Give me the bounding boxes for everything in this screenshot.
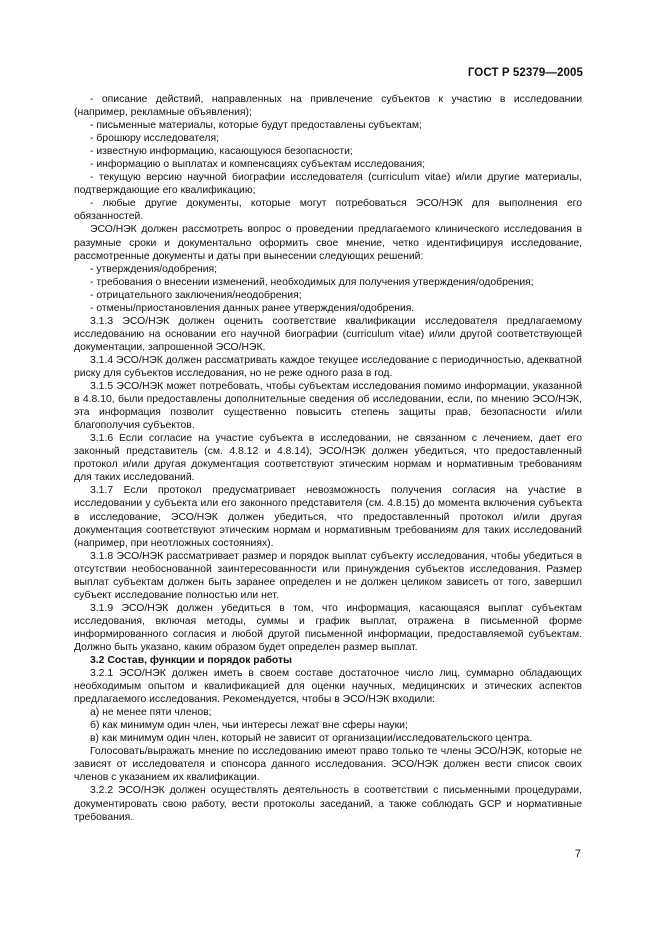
paragraph: - утверждения/одобрения;: [90, 263, 218, 275]
paragraph: 3.1.4 ЭСО/НЭК должен рассматривать каждое текущее исследование с периодичностью, адекватной риску для субъектов исследования, но не реже одного раза в год.: [74, 354, 582, 379]
paragraph: 3.1.8 ЭСО/НЭК рассматривает размер и порядок выплат субъекту исследования, чтобы убедиться в отсутствии необоснованной заинтересованности или принуждения субъектов исследования. Размер выплат субъектам должен быть заранее определен и не должен целиком зависеть от того, завершил субъект исследование полностью или нет.: [74, 550, 582, 601]
paragraph: - брошюру исследователя;: [90, 133, 219, 145]
paragraph: - отрицательного заключения/неодобрения;: [90, 289, 302, 301]
document-body: [74, 93, 582, 824]
paragraph: - описание действий, направленных на привлечение субъектов к участию в исследовании (например, рекламные объявления);: [74, 94, 582, 119]
paragraph: а) не менее пяти членов;: [90, 707, 212, 719]
page-number: 7: [574, 848, 581, 860]
standard-header: ГОСТ Р 52379—2005: [467, 67, 583, 79]
paragraph: 3.2.1 ЭСО/НЭК должен иметь в своем составе достаточное число лиц, суммарно обладающих необходимым опытом и квалификацией для оценки научных, медицинских и этических аспектов предлагаемого исследования. Рекомендуется, чтобы в ЭСО/НЭК входили:: [74, 668, 582, 706]
paragraph: - информацию о выплатах и компенсациях субъектам исследования;: [90, 159, 425, 171]
paragraph: - требования о внесении изменений, необходимых для получения утверждения/одобрения;: [90, 276, 534, 288]
paragraph: 3.1.9 ЭСО/НЭК должен убедиться в том, что информация, касающаяся выплат субъектам исследования, включая методы, суммы и график выплат, отражена в письменной форме информированного согласия и любой другой письменной информации, предоставляемой субъектам. Должно быть указано, каким образом будет определен размер выплат.: [74, 602, 582, 653]
paragraph: 3.2.2 ЭСО/НЭК должен осуществлять деятельность в соответствии с письменными процедурами, документировать свою работу, вести протоколы заседаний, а также соблюдать GCP и нормативные требования.: [74, 785, 582, 823]
paragraph: Голосовать/выражать мнение по исследованию имеют право только те члены ЭСО/НЭК, которые не зависят от исследователя и спонсора данного исследования. ЭСО/НЭК должен вести список своих членов с указанием их квалификации.: [74, 746, 582, 784]
paragraph: 3.1.7 Если протокол предусматривает невозможность получения согласия на участие в исследовании у субъекта или его законного представителя (см. 4.8.15) до момента включения субъекта в исследование, ЭСО/НЭК должен убедиться, что предоставленный протокол и/или другая документация соответствуют этическим нормам и нормативным требованиям для таких исследований (например, при неотложных состояниях).: [74, 485, 582, 549]
paragraph: 3.1.6 Если согласие на участие субъекта в исследовании, не связанном с лечением, дает его законный представитель (см. 4.8.12 и 4.8.14), ЭСО/НЭК должен убедиться, что предоставленный протокол и/или другая документация соответствуют этическим нормам и нормативным требованиям для таких исследований.: [74, 433, 582, 484]
paragraph: в) как минимум один член, который не зависит от организации/исследовательского центра.: [90, 733, 533, 745]
paragraph: - отмены/приостановления данных ранее утверждения/одобрения.: [90, 302, 415, 314]
paragraph: ЭСО/НЭК должен рассмотреть вопрос о проведении предлагаемого клинического исследования в разумные сроки и документально оформить свое мнение, четко идентифицируя исследование, рассмотренные документы и даты при вынесении следующих решений:: [74, 224, 582, 262]
paragraph: б) как минимум один член, чьи интересы лежат вне сферы науки;: [90, 720, 408, 732]
paragraph: - известную информацию, касающуюся безопасности;: [90, 146, 353, 158]
section-heading: 3.2 Состав, функции и порядок работы: [90, 655, 292, 667]
paragraph: 3.1.3 ЭСО/НЭК должен оценить соответствие квалификации исследователя предлагаемому исследованию на основании его научной биографии (curriculum vitae) и/или другой соответствующей документации, запрошенной ЭСО/НЭК.: [74, 315, 582, 353]
paragraph: - письменные материалы, которые будут предоставлены субъектам;: [90, 120, 422, 132]
paragraph: 3.1.5 ЭСО/НЭК может потребовать, чтобы субъектам исследования помимо информации, указанной в 4.8.10, были предоставлены дополнительные сведения об исследовании, если, по мнению ЭСО/НЭК, эта информация позволит существенно повысить степень защиты прав, безопасности и/или благополучия субъектов.: [74, 381, 582, 432]
paragraph: - любые другие документы, которые могут потребоваться ЭСО/НЭК для выполнения его обязанностей.: [74, 198, 582, 223]
paragraph: - текущую версию научной биографии исследователя (curriculum vitae) и/или другие материалы, подтверждающие его квалификацию;: [74, 172, 582, 197]
